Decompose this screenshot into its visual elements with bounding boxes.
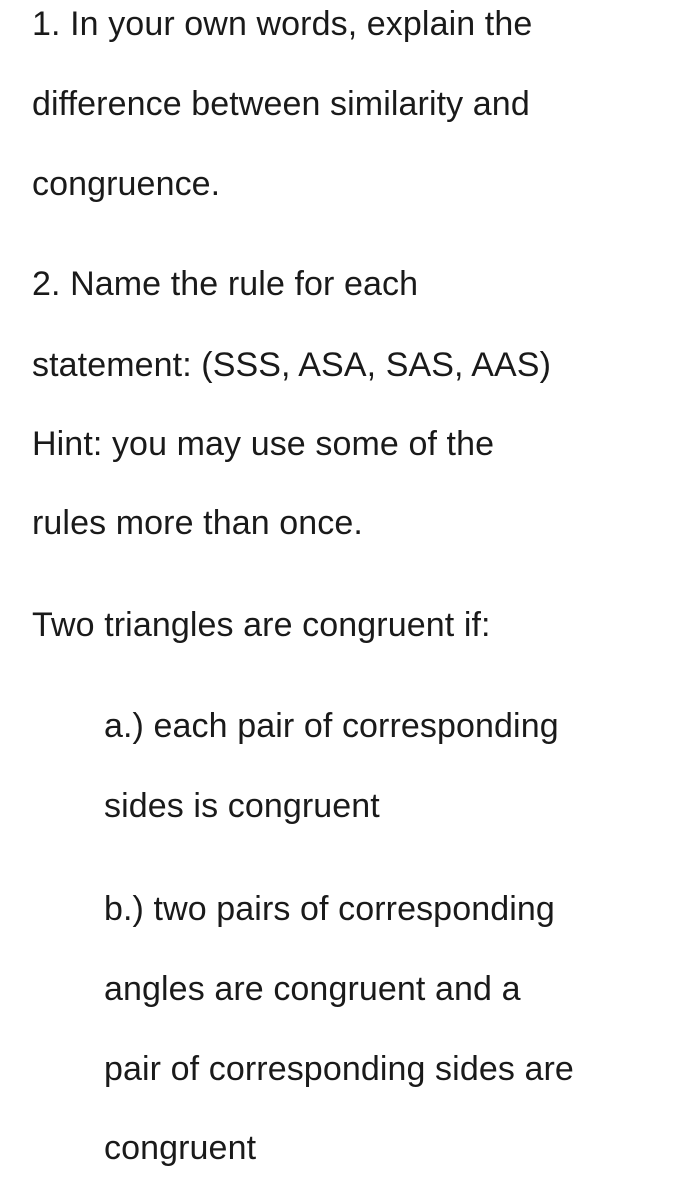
question-1-line-3: congruence. bbox=[32, 165, 221, 203]
question-2-line-1: 2. Name the rule for each bbox=[32, 265, 419, 303]
item-a-line-1: a.) each pair of corresponding bbox=[104, 707, 559, 745]
question-1-line-1: 1. In your own words, explain the bbox=[32, 5, 533, 43]
item-b-line-1: b.) two pairs of corresponding bbox=[104, 890, 555, 928]
item-b-line-2: angles are congruent and a bbox=[104, 970, 521, 1008]
question-2-line-2: statement: (SSS, ASA, SAS, AAS) bbox=[32, 346, 551, 384]
item-a-line-2: sides is congruent bbox=[104, 787, 380, 825]
question-1-line-2: difference between similarity and bbox=[32, 85, 530, 123]
congruence-intro: Two triangles are congruent if: bbox=[32, 606, 491, 644]
item-b-line-4: congruent bbox=[104, 1129, 257, 1167]
item-b-line-3: pair of corresponding sides are bbox=[104, 1050, 574, 1088]
hint-line-1: Hint: you may use some of the bbox=[32, 425, 495, 463]
hint-line-2: rules more than once. bbox=[32, 504, 363, 542]
